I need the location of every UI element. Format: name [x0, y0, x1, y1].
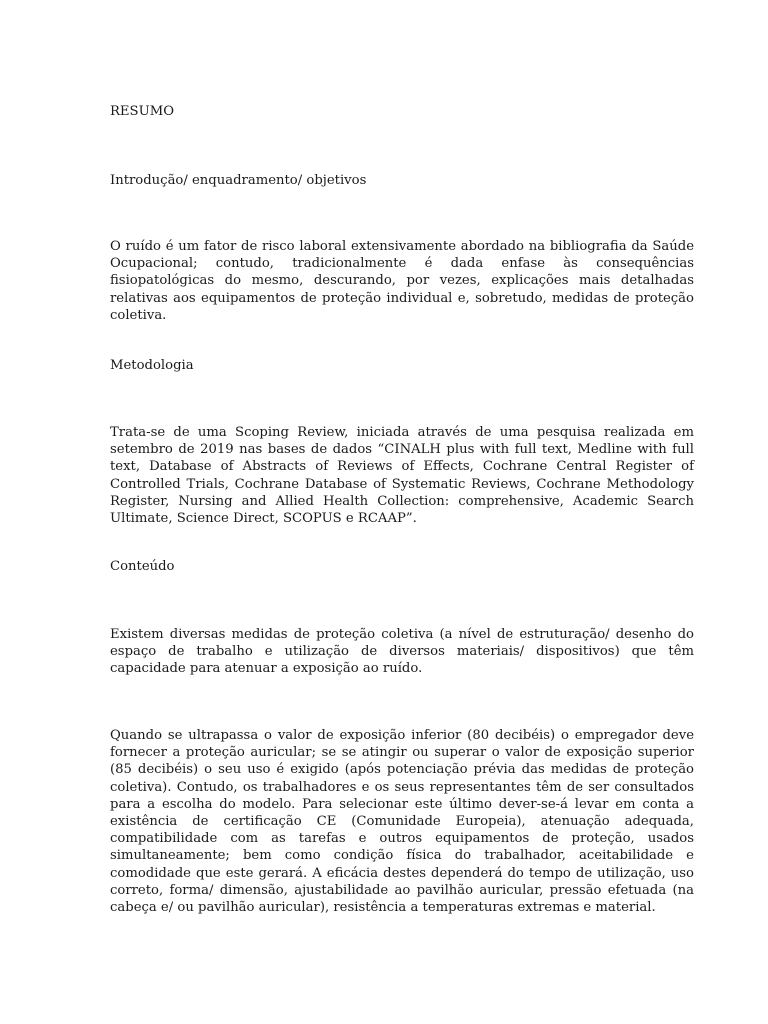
heading-conteudo: Conteúdo: [110, 559, 175, 574]
paragraph-introducao: O ruído é um fator de risco laboral extensivamente abordado na bibliografia da Saúde Ocupacional; contudo, tradicionalmente é dada enfase às consequências fisiopatológicas do mesmo, descurando, por vezes, explicações mais detalhadas relativas aos equipamentos de proteção individual e, sobretudo, medidas de proteção coletiva.: [110, 239, 694, 323]
paragraph-conteudo-2: Quando se ultrapassa o valor de exposição inferior (80 decibéis) o empregador deve fornecer a proteção auricular; se se atingir ou superar o valor de exposição superior (85 decibéis) o seu uso é exigido (após potenciação prévia das medidas de proteção coletiva). Contudo, os trabalhadores e os seus representantes têm de ser consultados para a escolha do modelo. Para selecionar este último dever-se-á levar em conta a existência de certificação CE (Comunidade Europeia), atenuação adequada, compatibilidade com as tarefas e outros equipamentos de proteção, usados simultaneamente; bem como condição física do trabalhador, aceitabilidade e comodidade que este gerará. A eficácia destes dependerá do tempo de utilização, uso correto, forma/ dimensão, ajustabilidade ao pavilhão auricular, pressão efetuada (na cabeça e/ ou pavilhão auricular), resistência a temperaturas extremas e material.: [110, 728, 694, 916]
heading-introducao: Introdução/ enquadramento/ objetivos: [110, 173, 367, 188]
paragraph-conteudo-1: Existem diversas medidas de proteção coletiva (a nível de estruturação/ desenho do espaço de trabalho e utilização de diversos materiais/ dispositivos) que têm capacidade para atenuar a exposição ao ruído.: [110, 627, 694, 677]
document-title: RESUMO: [110, 104, 175, 119]
paragraph-metodologia: Trata-se de uma Scoping Review, iniciada através de uma pesquisa realizada em setembro de 2019 nas bases de dados “CINALH plus with full text, Medline with full text, Database of Abstracts of Reviews of Effects, Cochrane Central Register of Controlled Trials, Cochrane Database of Systematic Reviews, Cochrane Methodology Register, Nursing and Allied Health Collection: comprehensive, Academic Search Ultimate, Science Direct, SCOPUS e RCAAP”.: [110, 425, 694, 527]
heading-metodologia: Metodologia: [110, 358, 194, 373]
